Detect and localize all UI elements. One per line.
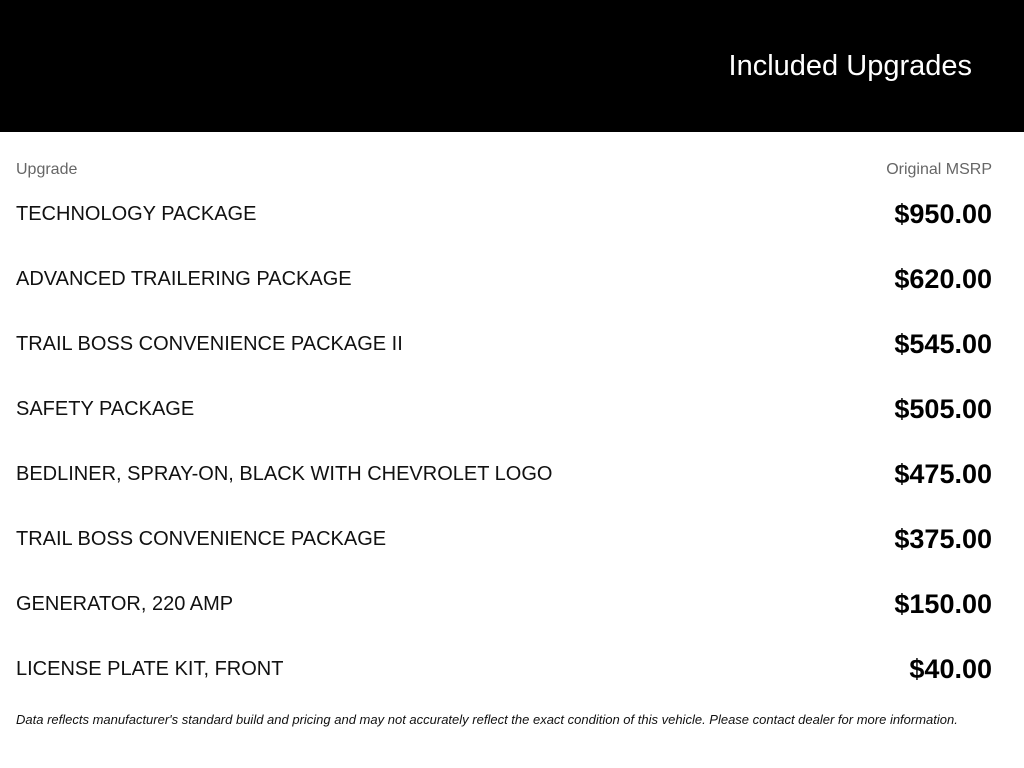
upgrades-table	[16, 158, 992, 684]
page-header	[0, 0, 1024, 132]
table-row	[16, 587, 992, 652]
table-row	[16, 392, 992, 457]
table-row	[16, 327, 992, 392]
upgrade-price: $950.00	[894, 199, 992, 229]
upgrade-name: TRAIL BOSS CONVENIENCE PACKAGE	[16, 528, 387, 550]
upgrade-price: $150.00	[894, 589, 992, 619]
table-row	[16, 522, 992, 587]
table-row	[16, 262, 992, 327]
table-row	[16, 457, 992, 522]
upgrade-price: $505.00	[894, 394, 992, 424]
page-title: Included Upgrades	[728, 50, 972, 82]
table-row	[16, 197, 992, 262]
upgrade-name: SAFETY PACKAGE	[16, 398, 195, 420]
column-header-msrp: Original MSRP	[886, 161, 992, 178]
upgrade-price: $40.00	[909, 654, 992, 684]
upgrade-price: $620.00	[894, 264, 992, 294]
upgrade-price: $475.00	[894, 459, 992, 489]
upgrade-name: ADVANCED TRAILERING PACKAGE	[16, 268, 352, 290]
table-header	[16, 158, 992, 182]
upgrade-price: $375.00	[894, 524, 992, 554]
upgrade-name: TECHNOLOGY PACKAGE	[16, 203, 257, 225]
upgrade-price: $545.00	[894, 329, 992, 359]
column-header-upgrade: Upgrade	[16, 161, 78, 178]
upgrade-name: LICENSE PLATE KIT, FRONT	[16, 658, 284, 680]
table-body	[16, 197, 992, 717]
upgrade-name: TRAIL BOSS CONVENIENCE PACKAGE II	[16, 333, 403, 355]
table-row	[16, 652, 992, 717]
upgrade-name: GENERATOR, 220 AMP	[16, 593, 234, 615]
disclaimer-text: Data reflects manufacturer's standard build and pricing and may not accurately reflect the exact condition of this vehicle. Please contact dealer for more information.	[16, 712, 958, 727]
upgrade-name: BEDLINER, SPRAY-ON, BLACK WITH CHEVROLET LOGO	[16, 463, 553, 485]
